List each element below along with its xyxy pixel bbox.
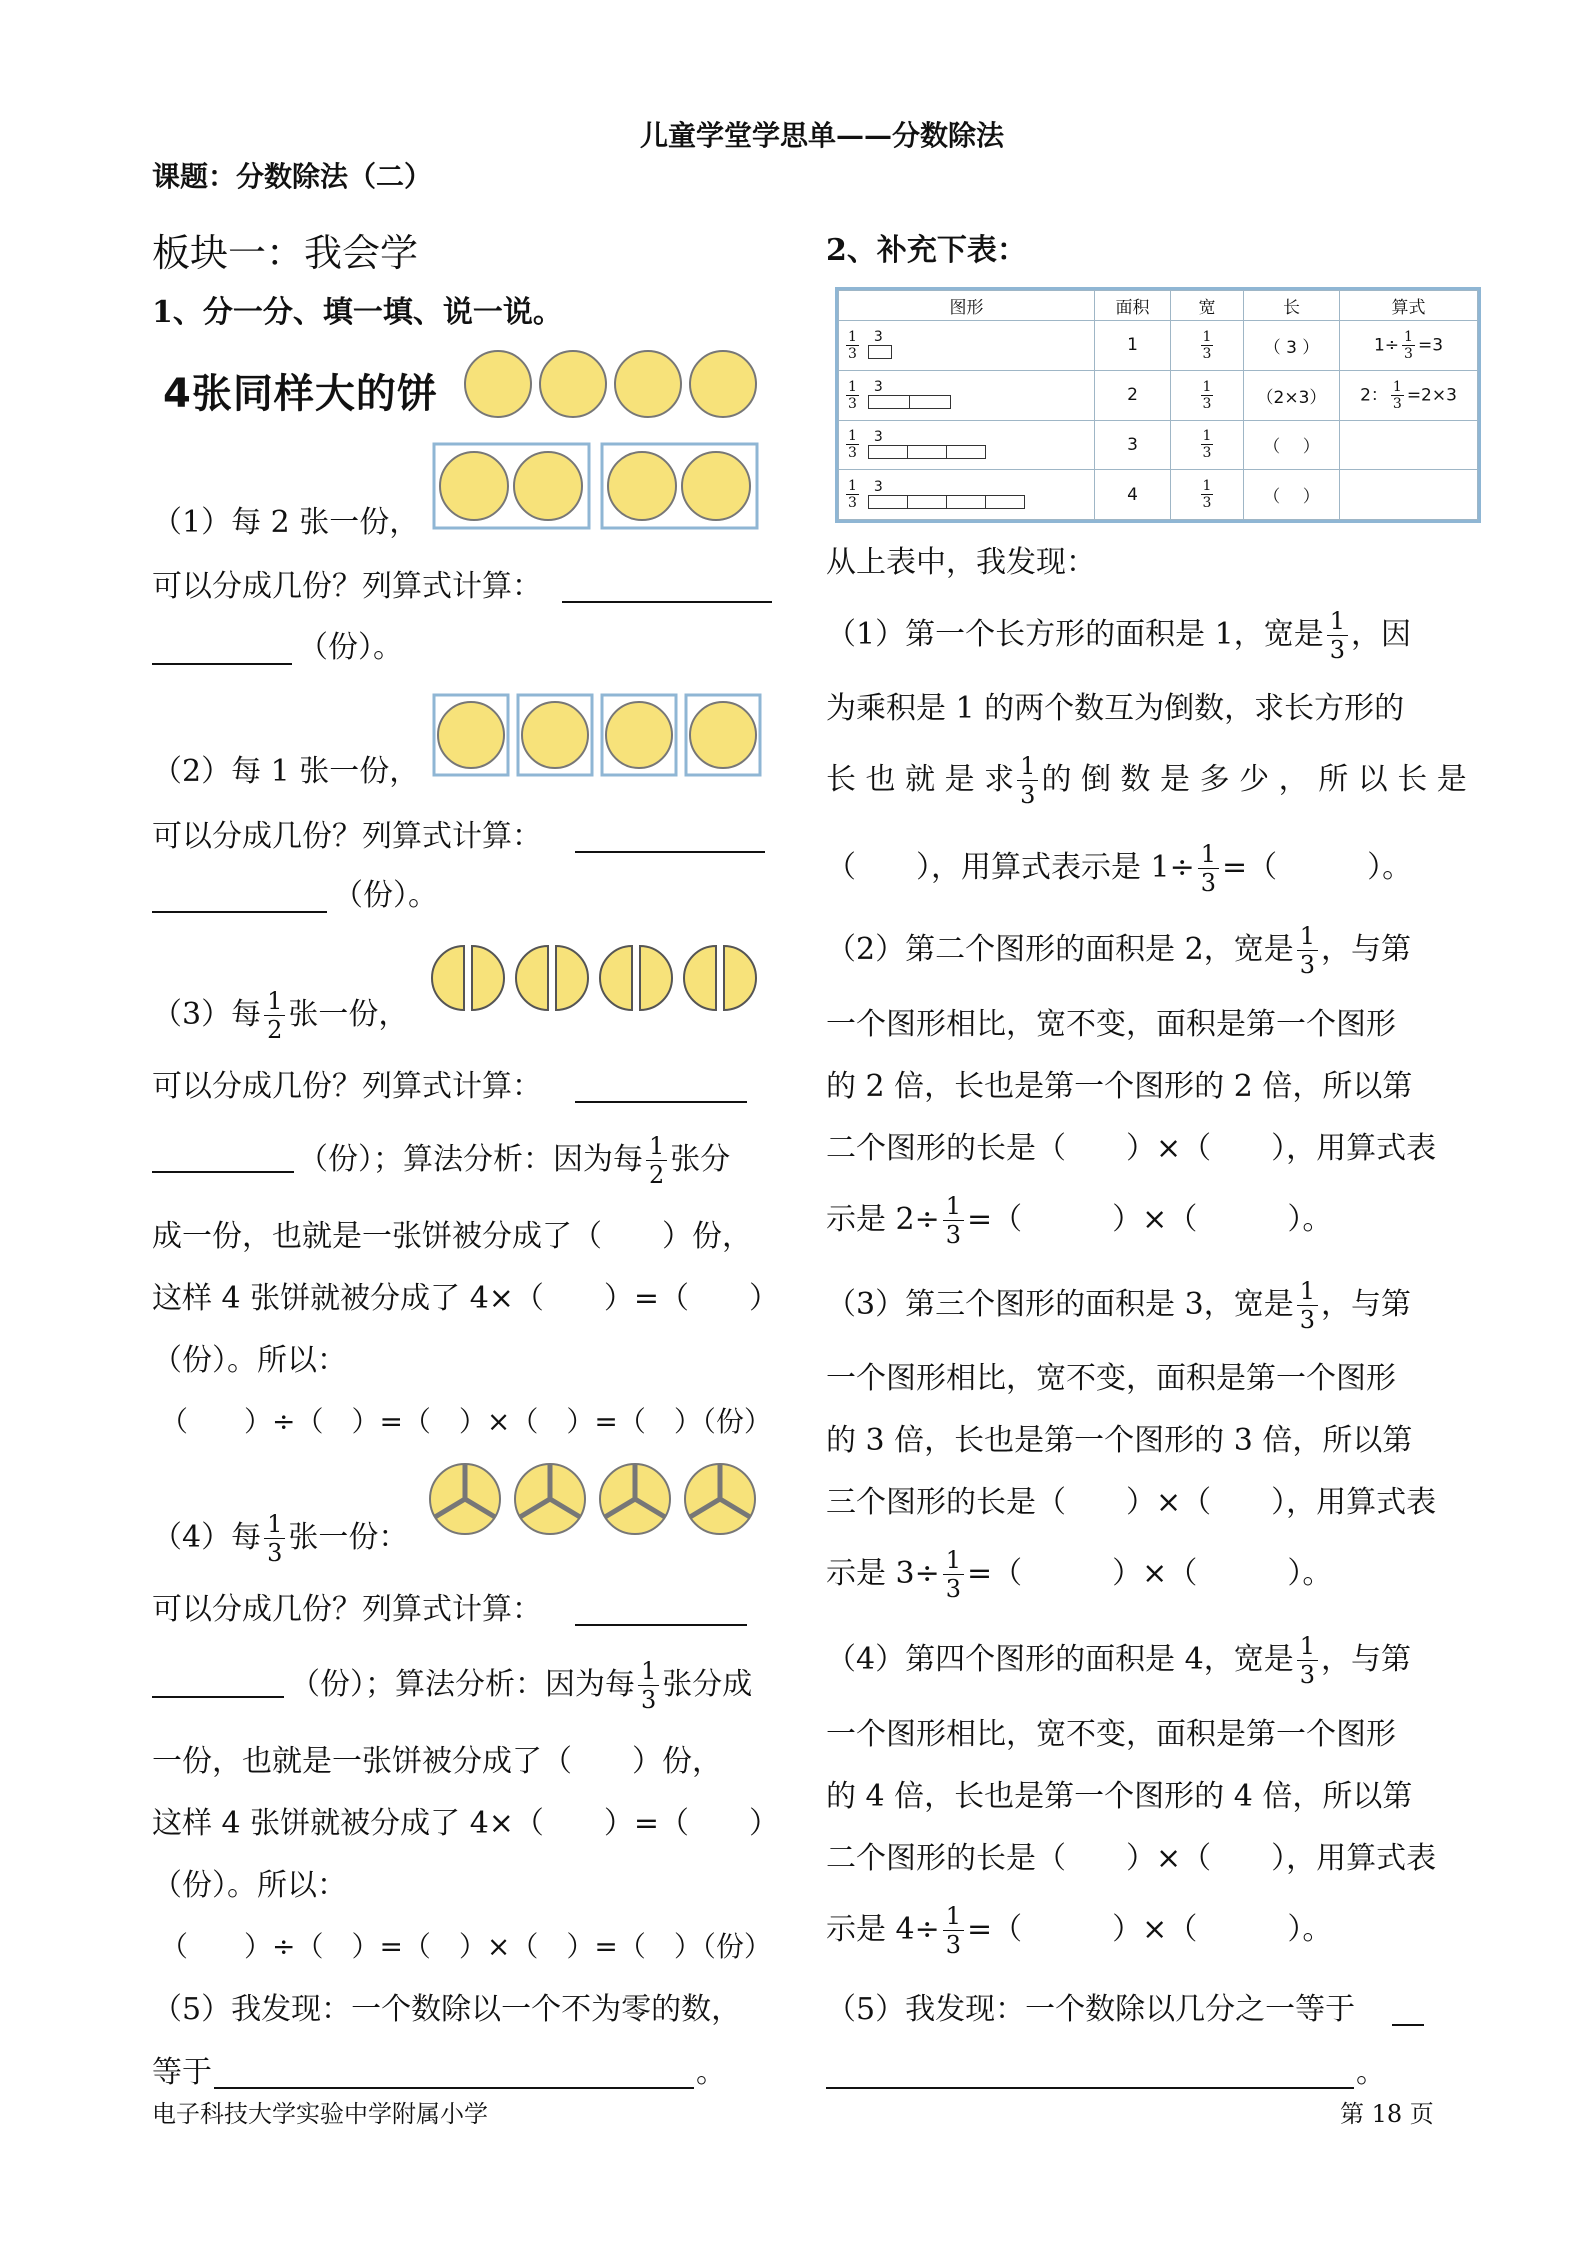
text: 张分 bbox=[670, 1142, 731, 1177]
numerator: 1 bbox=[943, 1904, 964, 1931]
numerator: 1 bbox=[646, 1134, 667, 1161]
denominator: 3 bbox=[641, 1685, 657, 1714]
numerator: 1 bbox=[848, 328, 857, 345]
denominator: 3 bbox=[945, 1574, 962, 1603]
fraction-third bbox=[1297, 1276, 1318, 1334]
denominator: 3 bbox=[1392, 395, 1402, 412]
q2-s3-line: 一个图形相比，宽不变，面积是第一个图形 bbox=[826, 1361, 1396, 1396]
denominator: 2 bbox=[649, 1160, 665, 1189]
length-cell[interactable]: （ ） bbox=[1244, 420, 1340, 470]
denominator: 3 bbox=[1299, 1660, 1315, 1689]
shape-cell bbox=[839, 470, 1095, 520]
numerator: 1 bbox=[848, 428, 857, 445]
cake-icon bbox=[682, 452, 750, 520]
third-cake-icon bbox=[515, 1464, 585, 1534]
third-cake-icon bbox=[600, 1464, 670, 1534]
cakes-label: 4张同样大的饼 bbox=[163, 371, 438, 417]
half-cake-icon bbox=[684, 946, 756, 1010]
q2-s1-line bbox=[826, 605, 1411, 665]
q2-s4-line[interactable] bbox=[826, 1900, 1332, 1960]
fill-in-table bbox=[838, 290, 1478, 520]
lesson-title: 课题：分数除法（二） bbox=[152, 160, 433, 193]
shape-cell bbox=[839, 420, 1095, 470]
numerator: 1 bbox=[1202, 328, 1212, 345]
text: =（ ）。 bbox=[1222, 850, 1413, 885]
formula-text: =2×3 bbox=[1406, 385, 1457, 406]
numerator: 1 bbox=[638, 1659, 659, 1686]
text: 张分成 bbox=[662, 1667, 753, 1702]
unit-text: （份）。 bbox=[298, 630, 403, 665]
unit-text: （份）。 bbox=[333, 878, 438, 913]
q1-part3-intro bbox=[152, 985, 408, 1045]
denominator: 3 bbox=[1404, 345, 1413, 362]
numerator: 1 bbox=[1017, 754, 1038, 781]
text: （3）第三个图形的面积是 3，宽是 bbox=[826, 1287, 1294, 1322]
q2-s2-line[interactable]: 二个图形的长是（ ）×（ ），用算式表 bbox=[826, 1131, 1437, 1166]
cake-icon bbox=[690, 702, 756, 768]
q1-part5-line: （5）我发现：一个数除以一个不为零的数， bbox=[152, 1992, 742, 2027]
footer-school: 电子科技大学实验中学附属小学 bbox=[152, 2100, 488, 2128]
fraction-third bbox=[1017, 751, 1038, 809]
q2-s2-line: 的 2 倍，长也是第一个图形的 2 倍，所以第 bbox=[826, 1069, 1413, 1104]
text: =（ ）×（ ）。 bbox=[967, 1556, 1333, 1591]
width-cell bbox=[1171, 321, 1244, 371]
cake-icon bbox=[440, 452, 508, 520]
numerator: 1 bbox=[848, 478, 857, 495]
shape-width-label bbox=[846, 380, 859, 411]
q1-part4-question: 可以分成几份？列算式计算： bbox=[152, 1592, 542, 1627]
text: （份）；算法分析：因为每 bbox=[290, 1667, 635, 1702]
text: ，与第 bbox=[1321, 1287, 1411, 1322]
answer-blank[interactable] bbox=[152, 1170, 294, 1173]
denominator: 3 bbox=[1202, 395, 1212, 412]
numerator: 1 bbox=[1297, 1279, 1318, 1306]
table-header: 图形 bbox=[839, 291, 1095, 321]
text: 的 倒 数 是 多 少 ， 所 以 长 是 bbox=[1041, 762, 1467, 797]
table-header: 长 bbox=[1244, 291, 1340, 321]
q1-part4-analysis bbox=[290, 1655, 752, 1715]
numerator: 1 bbox=[1198, 842, 1219, 869]
shape-width-label bbox=[846, 479, 859, 510]
denominator: 3 bbox=[848, 445, 857, 462]
footer-page-number: 第 18 页 bbox=[1340, 2100, 1434, 2128]
denominator: 3 bbox=[1299, 1305, 1315, 1334]
numerator: 1 bbox=[1202, 478, 1212, 495]
cakes-halves-illustration bbox=[430, 940, 765, 1020]
table-header: 面积 bbox=[1095, 291, 1171, 321]
length-cell[interactable]: （2×3） bbox=[1244, 370, 1340, 420]
text: 张一份： bbox=[288, 1520, 409, 1555]
q2-s1-line bbox=[826, 750, 1467, 810]
denominator: 3 bbox=[1202, 445, 1212, 462]
q2-s3-line bbox=[826, 1275, 1411, 1335]
denominator: 3 bbox=[1202, 345, 1212, 362]
fraction-third bbox=[1327, 606, 1348, 664]
width-cell bbox=[1171, 470, 1244, 520]
q1-part2-intro: （2）每 1 张一份， bbox=[152, 754, 420, 789]
fraction-third bbox=[638, 1656, 659, 1714]
rectangle-shape bbox=[868, 395, 951, 409]
third-cake-icon bbox=[430, 1464, 500, 1534]
q2-s4-line: 的 4 倍，长也是第一个图形的 4 倍，所以第 bbox=[826, 1779, 1413, 1814]
q1-part4-formula[interactable]: （ ）÷（ ）=（ ）×（ ）=（ ）（份） bbox=[160, 1930, 772, 1963]
q2-s2-line: 一个图形相比，宽不变，面积是第一个图形 bbox=[826, 1007, 1396, 1042]
table-header: 宽 bbox=[1171, 291, 1244, 321]
shape-cell bbox=[839, 321, 1095, 371]
fraction-half bbox=[646, 1131, 667, 1189]
third-cake-icon bbox=[685, 1464, 755, 1534]
text: ，因 bbox=[1351, 617, 1411, 652]
shape-top-label: 3 bbox=[873, 329, 883, 346]
q1-part4-line: 这样 4 张饼就被分成了 4×（ ）=（ ） bbox=[152, 1806, 780, 1841]
denominator: 3 bbox=[848, 495, 857, 512]
cake-icon bbox=[438, 702, 504, 768]
q2-heading: 2、补充下表： bbox=[826, 233, 1027, 268]
text: 长 也 就 是 求 bbox=[826, 762, 1015, 797]
length-cell[interactable]: （ ） bbox=[1244, 470, 1340, 520]
four-cakes-illustration bbox=[460, 346, 760, 426]
numerator: 1 bbox=[1392, 378, 1402, 395]
text: （份）；算法分析：因为每 bbox=[298, 1142, 643, 1177]
q1-part3-line: 成一份，也就是一张饼被分成了（ ）份， bbox=[152, 1219, 752, 1254]
answer-blank[interactable] bbox=[575, 1623, 747, 1626]
rectangle-shape bbox=[868, 445, 986, 459]
q1-part3-question: 可以分成几份？列算式计算： bbox=[152, 1069, 542, 1104]
shape-cell bbox=[839, 370, 1095, 420]
width-cell bbox=[1171, 370, 1244, 420]
area-cell: 4 bbox=[1095, 470, 1171, 520]
q1-part5-prompt: 等于 bbox=[152, 2055, 212, 2090]
formula-text: 2： bbox=[1360, 385, 1388, 406]
cake-icon bbox=[690, 351, 756, 417]
q2-s2-line[interactable] bbox=[826, 1190, 1332, 1250]
fraction-third bbox=[1198, 839, 1219, 897]
numerator: 1 bbox=[264, 1512, 285, 1539]
denominator: 3 bbox=[1329, 635, 1345, 664]
fraction-third bbox=[1297, 921, 1318, 979]
q2-s3-line: 的 3 倍，长也是第一个图形的 3 倍，所以第 bbox=[826, 1423, 1413, 1458]
q1-part3-line: 这样 4 张饼就被分成了 4×（ ）=（ ） bbox=[152, 1281, 780, 1316]
q2-s4-line: 一个图形相比，宽不变，面积是第一个图形 bbox=[826, 1717, 1396, 1752]
text: 张一份， bbox=[288, 997, 409, 1032]
cake-icon bbox=[522, 702, 588, 768]
answer-blank[interactable] bbox=[575, 850, 765, 853]
numerator: 1 bbox=[1404, 328, 1413, 345]
answer-blank[interactable] bbox=[152, 662, 292, 665]
denominator: 3 bbox=[848, 345, 857, 362]
text: 示是 3÷ bbox=[826, 1556, 940, 1591]
q2-s4-line bbox=[826, 1630, 1411, 1690]
denominator: 3 bbox=[945, 1220, 962, 1249]
formula-cell[interactable] bbox=[1340, 370, 1478, 420]
q1-part1-question: 可以分成几份？列算式计算： bbox=[152, 569, 542, 604]
denominator: 2 bbox=[267, 1015, 283, 1044]
text: ，与第 bbox=[1321, 932, 1411, 967]
q2-s1-line[interactable] bbox=[826, 838, 1412, 898]
denominator: 3 bbox=[1020, 780, 1036, 809]
text: （ ），用算式表示是 1÷ bbox=[826, 850, 1195, 885]
cake-icon bbox=[606, 702, 672, 768]
cake-icon bbox=[615, 351, 681, 417]
document-title: 儿童学堂学思单——分数除法 bbox=[640, 119, 1005, 152]
answer-blank[interactable] bbox=[826, 2086, 1354, 2089]
answer-blank[interactable] bbox=[1392, 2023, 1424, 2026]
table-row bbox=[839, 420, 1478, 470]
area-cell: 2 bbox=[1095, 370, 1171, 420]
cakes-thirds-illustration bbox=[426, 1460, 766, 1542]
half-cake-icon bbox=[432, 946, 504, 1010]
q1-part4-intro bbox=[152, 1508, 408, 1568]
text: 示是 4÷ bbox=[826, 1912, 940, 1947]
shape-top-label: 3 bbox=[873, 379, 883, 396]
cake-icon bbox=[514, 452, 582, 520]
q1-part3-line: （份）。所以： bbox=[152, 1343, 347, 1378]
shape-width-label bbox=[846, 330, 859, 361]
q2-s2-line bbox=[826, 920, 1411, 980]
denominator: 3 bbox=[267, 1538, 283, 1567]
denominator: 3 bbox=[1200, 868, 1217, 897]
area-cell: 1 bbox=[1095, 321, 1171, 371]
q2-s5-line: （5）我发现：一个数除以几分之一等于 bbox=[826, 1992, 1356, 2027]
cake-icon bbox=[465, 351, 531, 417]
text: （4）每 bbox=[152, 1520, 262, 1555]
cake-icon bbox=[540, 351, 606, 417]
table-row bbox=[839, 470, 1478, 520]
cakes-singles-illustration bbox=[432, 693, 762, 779]
section-title: 板块一：我会学 bbox=[152, 231, 419, 275]
formula-text: 1÷ bbox=[1373, 335, 1400, 356]
numerator: 1 bbox=[1202, 378, 1212, 395]
fraction-third bbox=[1297, 1631, 1318, 1689]
shape-top-label: 3 bbox=[873, 428, 883, 445]
denominator: 3 bbox=[945, 1930, 962, 1959]
text: （4）第四个图形的面积是 4，宽是 bbox=[826, 1642, 1294, 1677]
answer-blank[interactable] bbox=[562, 600, 772, 603]
numerator: 1 bbox=[1297, 924, 1318, 951]
formula-cell[interactable] bbox=[1340, 321, 1478, 371]
period: 。 bbox=[696, 2055, 726, 2090]
answer-blank[interactable] bbox=[152, 910, 327, 913]
table-row bbox=[839, 370, 1478, 420]
period: 。 bbox=[1356, 2055, 1386, 2090]
denominator: 3 bbox=[1299, 950, 1315, 979]
half-cake-icon bbox=[600, 946, 672, 1010]
q1-part4-line: （份）。所以： bbox=[152, 1868, 347, 1903]
formula-cell[interactable] bbox=[1340, 470, 1478, 520]
found-heading: 从上表中，我发现： bbox=[826, 545, 1096, 580]
answer-blank[interactable] bbox=[152, 1695, 284, 1698]
denominator: 3 bbox=[1202, 495, 1212, 512]
numerator: 1 bbox=[943, 1548, 964, 1575]
q2-s3-line[interactable]: 三个图形的长是（ ）×（ ），用算式表 bbox=[826, 1485, 1437, 1520]
shape-width-label bbox=[846, 429, 859, 460]
length-cell[interactable]: （ 3 ） bbox=[1244, 321, 1340, 371]
area-cell: 3 bbox=[1095, 420, 1171, 470]
rectangle-shape bbox=[868, 345, 892, 359]
fraction-third bbox=[943, 1901, 964, 1959]
denominator: 3 bbox=[848, 395, 857, 412]
q2-s4-line[interactable]: 二个图形的长是（ ）×（ ），用算式表 bbox=[826, 1841, 1437, 1876]
formula-cell[interactable] bbox=[1340, 420, 1478, 470]
fraction-half bbox=[264, 986, 285, 1044]
answer-blank[interactable] bbox=[214, 2086, 694, 2089]
q2-s1-line: 为乘积是 1 的两个数互为倒数，求长方形的 bbox=[826, 691, 1405, 726]
text: （3）每 bbox=[152, 997, 262, 1032]
cake-icon bbox=[608, 452, 676, 520]
text: =（ ）×（ ）。 bbox=[967, 1912, 1333, 1947]
numerator: 1 bbox=[943, 1194, 964, 1221]
width-cell bbox=[1171, 420, 1244, 470]
shape-top-label: 3 bbox=[873, 478, 883, 495]
text: （1）第一个长方形的面积是 1，宽是 bbox=[826, 617, 1324, 652]
q1-part2-question: 可以分成几份？列算式计算： bbox=[152, 819, 542, 854]
answer-blank[interactable] bbox=[575, 1100, 747, 1103]
cakes-pairs-illustration bbox=[432, 442, 762, 532]
table-row bbox=[839, 321, 1478, 371]
text: =（ ）×（ ）。 bbox=[967, 1202, 1333, 1237]
numerator: 1 bbox=[1297, 1634, 1318, 1661]
text: （2）第二个图形的面积是 2，宽是 bbox=[826, 932, 1294, 967]
numerator: 1 bbox=[1327, 609, 1348, 636]
text: 示是 2÷ bbox=[826, 1202, 940, 1237]
half-cake-icon bbox=[516, 946, 588, 1010]
rectangle-shape bbox=[868, 495, 1025, 509]
numerator: 1 bbox=[1202, 428, 1212, 445]
q1-heading: 1、分一分、填一填、说一说。 bbox=[152, 295, 563, 330]
numerator: 1 bbox=[264, 989, 285, 1016]
fraction-third bbox=[264, 1509, 285, 1567]
fraction-third bbox=[943, 1545, 964, 1603]
fraction-third bbox=[943, 1191, 964, 1249]
q1-part3-formula[interactable]: （ ）÷（ ）=（ ）×（ ）=（ ）（份） bbox=[160, 1405, 772, 1438]
q1-part1-intro: （1）每 2 张一份， bbox=[152, 505, 420, 540]
text: ，与第 bbox=[1321, 1642, 1411, 1677]
table-header: 算式 bbox=[1340, 291, 1478, 321]
numerator: 1 bbox=[848, 378, 857, 395]
q2-s3-line[interactable] bbox=[826, 1544, 1332, 1604]
formula-text: =3 bbox=[1417, 335, 1444, 356]
q1-part3-analysis bbox=[298, 1130, 730, 1190]
q1-part4-line: 一份，也就是一张饼被分成了（ ）份， bbox=[152, 1744, 722, 1779]
